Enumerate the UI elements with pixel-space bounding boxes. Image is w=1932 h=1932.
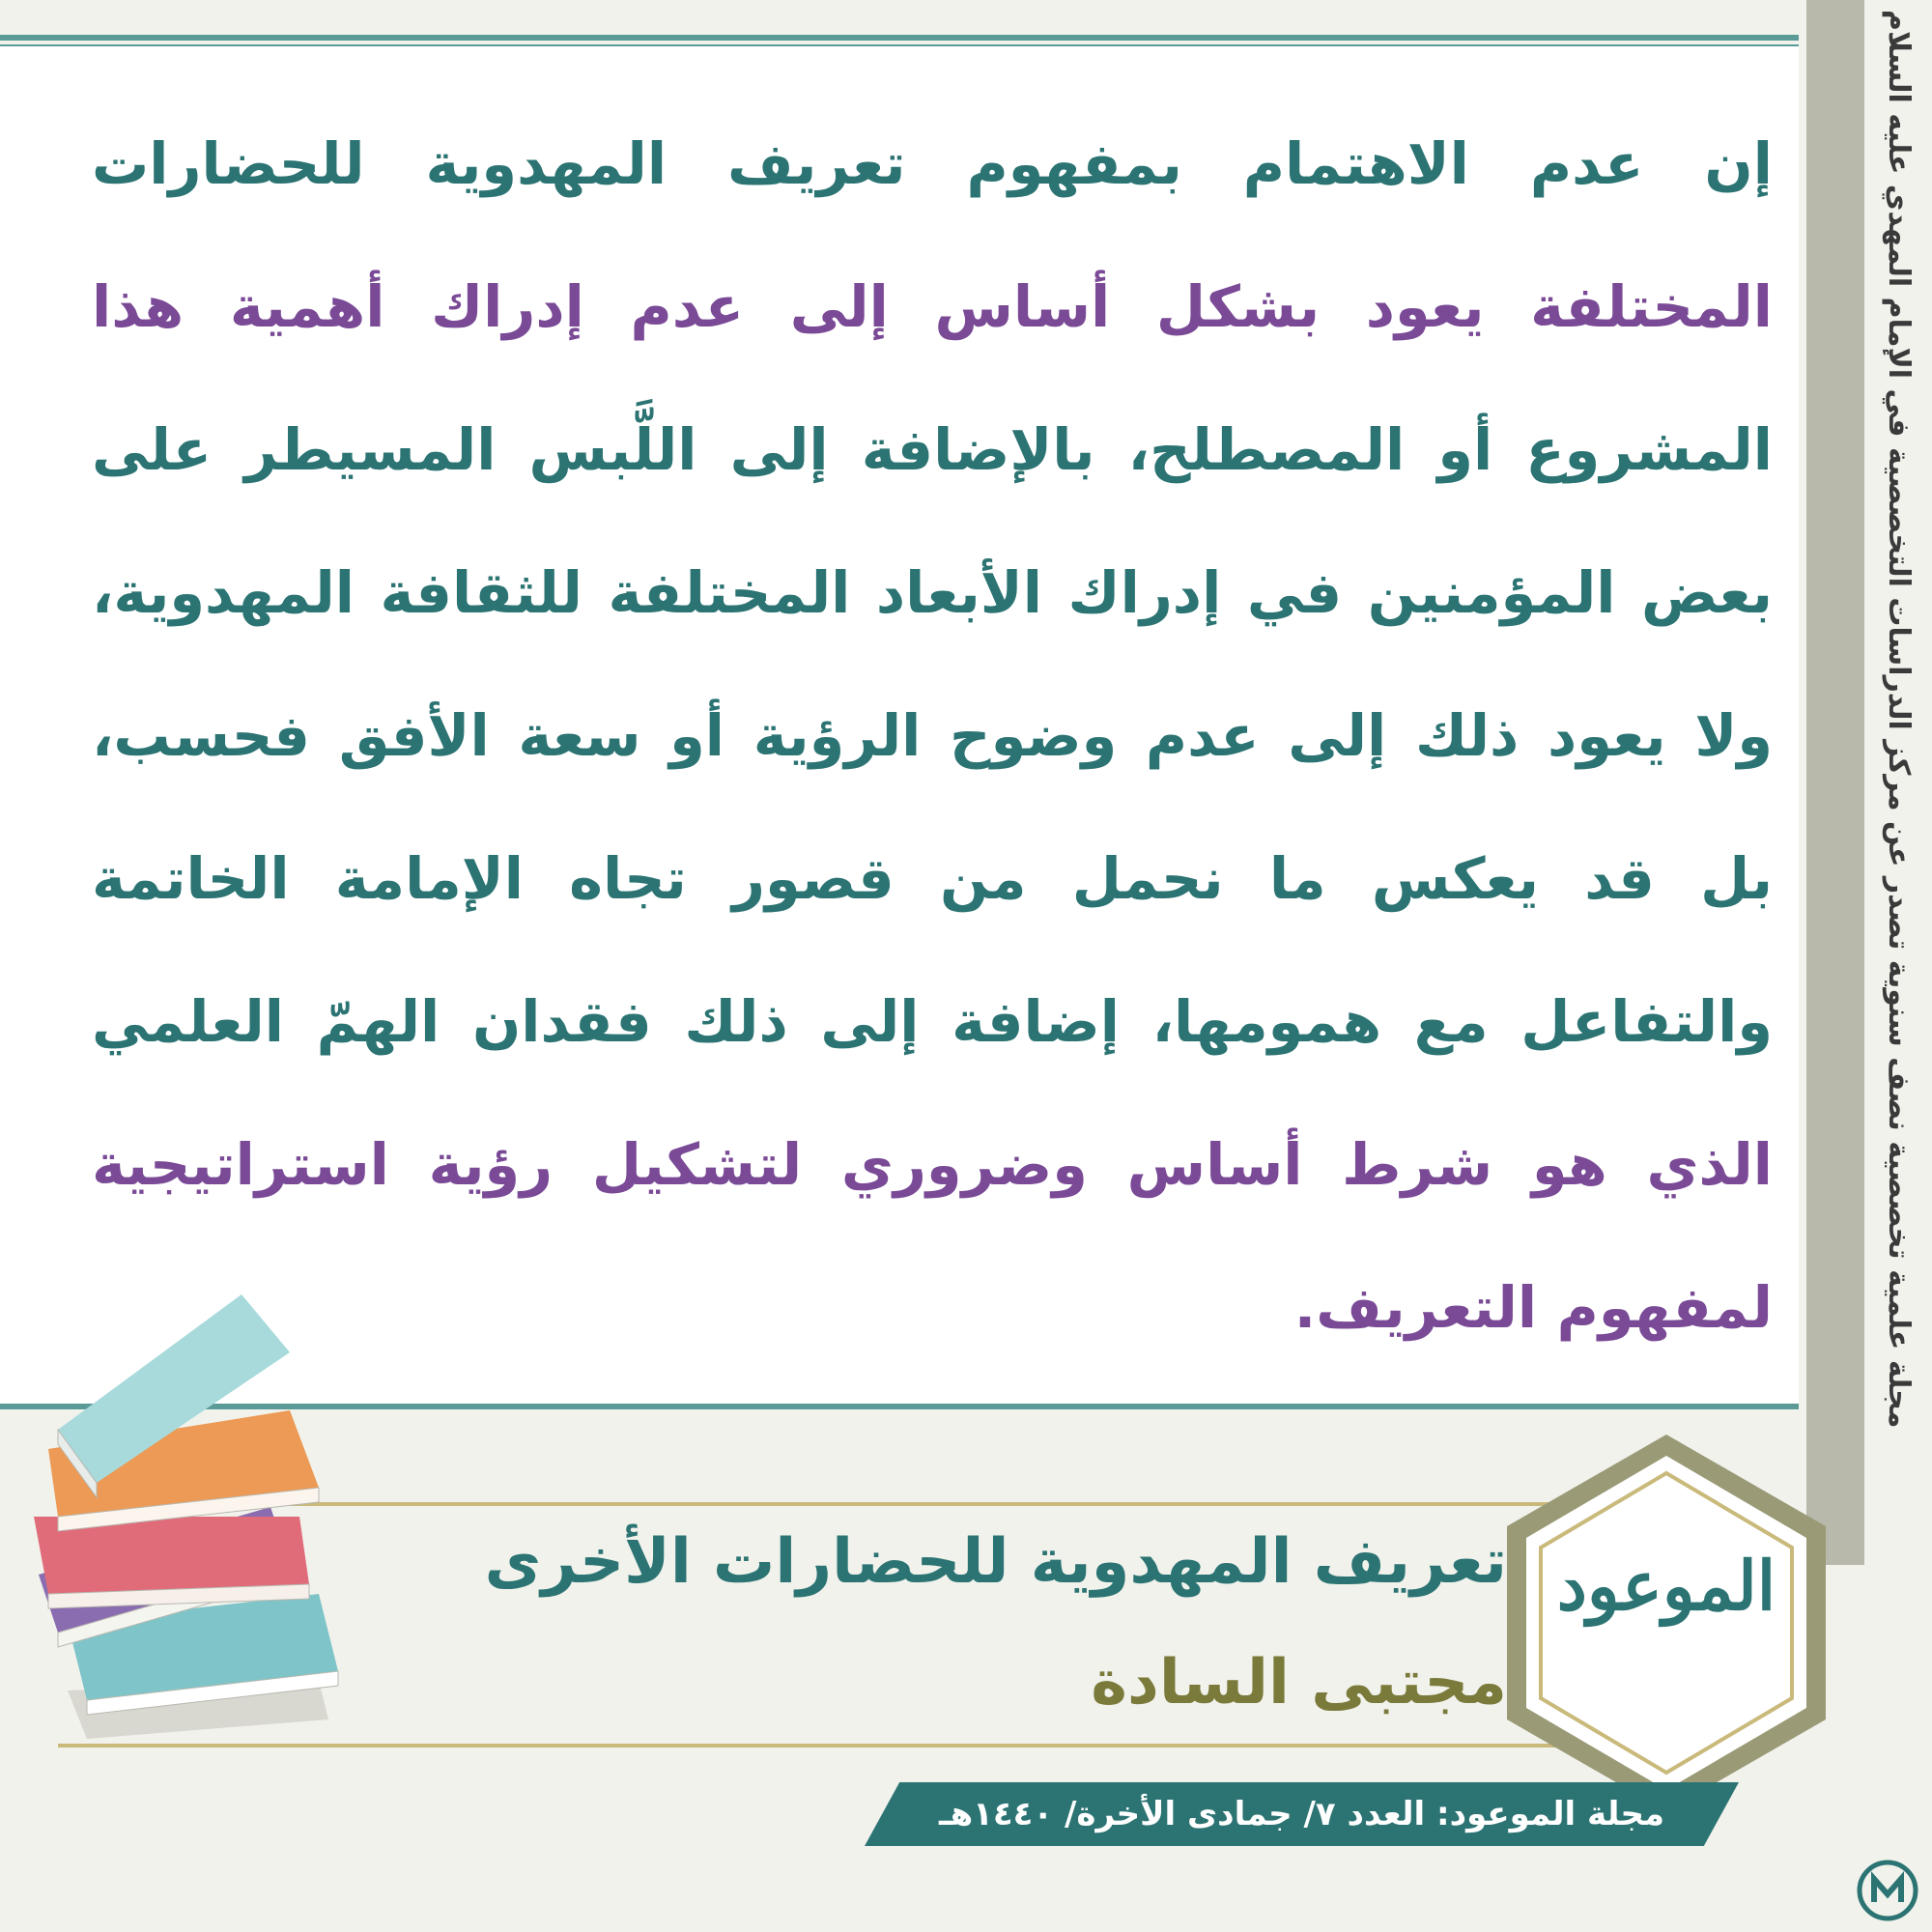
article-line-6: قد يعكس ما نحمل من قصور تجاه الإمامة الخاتمة [92,845,1655,912]
article-line-8: الذي هو شرط أساس وضروري لتشكيل رؤية استراتيجية [92,1131,1773,1198]
article-line-1: إن عدم الاهتمام بمفهوم تعريف المهدوية للحضارات [92,130,1773,197]
article-line-7: والتفاعل مع همومها، إضافة إلى ذلك فقدان الهمّ العلمي [92,988,1773,1055]
article-line-5: يعود ذلك إلى عدم وضوح الرؤية أو سعة الأفق فحسب، بل [92,702,1773,912]
article-line-4: المؤمنين في إدراك الأبعاد المختلفة للثقافة المهدوية، ولا [92,559,1773,769]
top-rule [0,35,1799,41]
book-pink [34,1517,309,1608]
article-author: مجتبى السادة [1091,1647,1507,1719]
article-title: تعريف المهدوية للحضارات الأخرى [484,1526,1507,1598]
article-body [92,93,1773,1387]
side-band-text: مجلة علمية تخصصية نصف سنوية تصدر عن مركز الدراسات التخصصية في الإمام المهدي عليه السلام [1882,10,1916,1429]
article-line-9: لمفهوم التعريف. [1293,1274,1773,1341]
side-band [1806,0,1864,1565]
article-line-3: المشروع أو المصطلح، بالإضافة إلى اللَّبس المسيطر على بعض [92,416,1773,626]
logo-text: الموعود [1556,1546,1776,1626]
footer-issue-text: مجلة الموعود: العدد ٧/ جمادى الأخرة/ ١٤٤٠هـ [938,1795,1665,1833]
article-line-2: المختلفة يعود بشكل أساس إلى عدم إدراك أهمية هذا [92,273,1773,340]
publisher-logo-icon [1857,1860,1918,1921]
books-illustration [29,1275,357,1758]
